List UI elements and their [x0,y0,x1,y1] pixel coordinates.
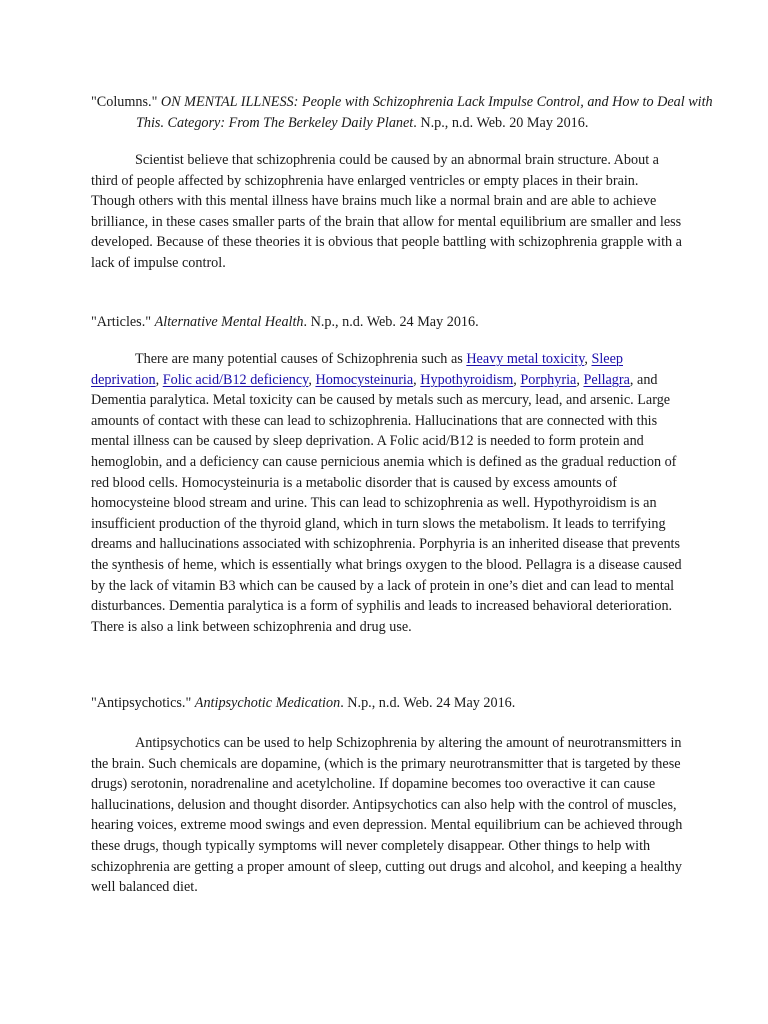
citation-title: "Articles." [91,314,152,330]
separator: , [576,371,584,388]
citation-details: . N.p., n.d. Web. 20 May 2016. [413,114,589,131]
separator: , [513,371,521,388]
link-sleep-deprivation[interactable]: Sleep deprivation [91,351,623,388]
separator: , [155,371,163,388]
separator: , [629,371,634,388]
paragraph-brain-structure: Scientist believe that schizophrenia could be caused by an abnormal brain structure. About a third of people affected by schizophrenia have enlarged ventricles or empty places in their brain. Though others with this mental illness have brains much like a normal brain and are able to achieve brilliance, in these cases smaller parts of the brain that allow for mental equilibrium are smaller and less developed. Because of these theories it is obvious that people battling with schizophrenia grapple with a lack of impulse control. [91,152,682,271]
citation-title: "Columns." [91,94,158,110]
link-porphyria[interactable]: Porphyria [520,371,577,388]
separator: , [413,371,421,388]
paragraph-intro: There are many potential causes of Schizophrenia such as [135,351,467,367]
citation-work: ON MENTAL ILLNESS: People with Schizophrenia Lack Impulse Control, and How to Deal with This. Category: From The Berkeley Daily Planet [136,94,713,131]
link-heavy-metal-toxicity[interactable]: Heavy metal toxicity [466,351,585,367]
separator: , [308,371,316,388]
paragraph-rest: and Dementia paralytica. Metal toxicity can be caused by metals such as mercury, lead, and arsenic. Large amounts of contact with these can lead to schizophrenia. Hallucinations that are connected with this mental illness can be caused by sleep deprivation. A Folic acid/B12 is needed to form protein and hemoglobin, and a deficiency can cause pernicious anemia which is defined as the gradual reduction of red blood cells. Homocysteinuria is a metabolic disorder that is caused by excess amounts of homocysteine blood stream and urine. This can lead to schizophrenia as well. Hypothyroidism is an insufficient production of the thyroid gland, which in turn slows the metabolism. It leads to terrifying dreams and hallucinations associated with schizophrenia. Porphyria is an inherited disease that prevents the synthesis of heme, which is essentially what brings oxygen to the blood. Pellagra is a disease caused by the lack of vitamin B3 which can be caused by a lack of protein in one’s diet and can lead to mental disturbances. Dementia paralytica is a form of syphilis and leads to increased behavioral deterioration. There is also a link between schizophrenia and drug use. [91,371,682,635]
citation-articles [91,312,736,333]
link-hypothyroidism[interactable]: Hypothyroidism [420,371,514,388]
citation-work: Alternative Mental Health [154,314,304,330]
link-homocysteinuria[interactable]: Homocysteinuria [315,371,414,388]
citation-work: Antipsychotic Medication [194,695,341,711]
paragraph-causes [91,349,685,637]
link-pellagra[interactable]: Pellagra [583,371,630,388]
citation-details: . N.p., n.d. Web. 24 May 2016. [340,695,516,711]
citation-antipsychotics [91,693,736,714]
citation-title: "Antipsychotics." [91,695,192,711]
citation-columns [91,92,736,133]
separator: , [584,351,592,367]
link-folic-acid-b12-deficiency[interactable]: Folic acid/B12 deficiency [162,371,309,388]
citation-details: . N.p., n.d. Web. 24 May 2016. [303,314,479,330]
paragraph-antipsychotics: Antipsychotics can be used to help Schizophrenia by altering the amount of neurotransmitters in the brain. Such chemicals are dopamine, (which is the primary neurotransmitter that is targeted by these drugs) serotonin, noradrenaline and acetylcholine. If dopamine becomes too overactive it can cause hallucinations, delusion and thought disorder. Antipsychotics can also help with the control of muscles, hearing voices, extreme mood swings and even depression. Mental equilibrium can be achieved through these drugs, though typically symptoms will never completely disappear. Other things to help with schizophrenia are getting a proper amount of sleep, cutting out drugs and alcohol, and keeping a healthy well balanced diet. [91,735,683,896]
